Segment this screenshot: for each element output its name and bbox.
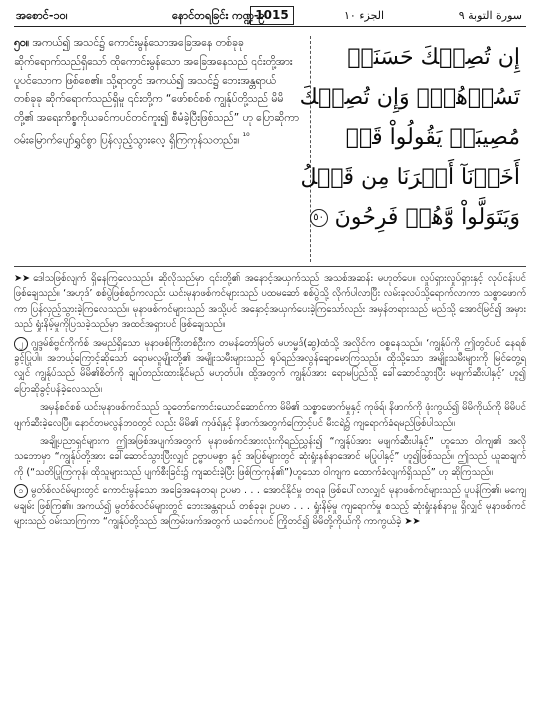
ayah-number-marker: ٥٠ [310, 209, 328, 227]
chapter-title: နောင်တရခြင်း ကဏ္ဍ-၉ [172, 9, 265, 22]
arabic-text-column [299, 38, 520, 238]
juz-label: الجزء ١٠ [344, 9, 385, 22]
arabic-line: إِن تُصِبۡكَ حَسَنَةٞ [347, 45, 520, 70]
section-divider [14, 266, 526, 267]
commentary-paragraph [14, 271, 526, 333]
commentary-paragraph [14, 336, 526, 398]
commentary-text: ဂျွဒ္ဒမ်စ်ဗ္ဗင်ကိုက်စ် အမည်ရှိသော မုနာဖစ်ကြီးတစ်ဦးက တမန်တော်မြတ် မဟမ္မဒ်(ဆွ)ထံသို့ အလိုင်က ဝစ္စနေသည်။ ‘ကျွန်ုပ်ကို ဤတွင်ပင် နေရစ်ခွင့်ပြုပါ။ အဘယ့်ကြောင့်ဆိုသော် ရောမလူမျိုးတို့၏ အမျိုးသမီးများသည် ရုပ်ရည်အလွန်ချောမောကြသည်။ ထိုသို့သော အမျိုးသမီးများကို မြင်တွေ့ရလျှင် ကျွန်ုပ်သည် မိမိ၏စိတ်ကို ချုပ်တည်းထားနိုင်မည် မဟုတ်ပါ။ ထို့အတွက် ကျွန်ုပ်အား ရောမပြည်သို့ ခေါ်ဆောင်သွားပြီး မဖျက်ဆီးပါနှင့်’ ဟူ၍ ပြောဆိုခွင့်ပန်ခဲ့လေသည်။ [14, 337, 526, 395]
translation-column [14, 34, 300, 150]
commentary-text: မွတ်စ်လင်မ်များတွင် ကောင်းမွန်သော အခြေအနေတရ၊ ဥပမာ . . . အောင်နိုင်မှု တရခု ဖြစ်ပေါ်လာလျှင် မုနာဖစ်ကင်များသည် ပူပန်ကြ၏၊ မကျေမချမ်း ဖြစ်ကြ၏။ အကယ်၍ မွတ်စ်လင်မ်များတွင် ဘေးအန္တရာယ် တစ်ခုခု၊ ဥပမာ . . . ရှုံးနိမ့်မှု ကျရောက်မှု စသည့် ဆုံးရှုံးနစ်နာမှု ရှိလျှင် မုနာဖစ်ကင်များသည် ဝမ်းသာကြကာ “ကျွန်ုပ်တို့သည် အကြမ်းဖက်အတွက် ယခင်ကပင် ကြိုတင်၍ မိမိတို့ကိုယ်ကို ကာကွယ်ခဲ့ [14, 485, 526, 528]
footnote-circle: ၁ [14, 484, 28, 498]
arabic-line: تَسُؤۡهُمۡۖ وَإِن تُصِبۡكَ [299, 85, 520, 110]
commentary-paragraph [14, 400, 526, 431]
verse-section [14, 34, 526, 266]
commentary-text: ဒေါသဖြစ်လျက် ရှိနေကြလေသည်။ ဆိုလိုသည်မှာ ၎င်းတို့၏ အနောင့်အယှက်သည် အသစ်အဆန်း မဟုတ်ပေ။ လှုပ်ရှားလှုပ်ရှားနှင့် လုပ်ငန်းပင် ဖြစ်ချေသည်။ ‘အဟုဒ်’ စစ်ပွဲဖြစ်စဉ်ကလည်း ယင်းမုနာဖစ်ကင်များသည် ပထမဆော် စစ်ပွဲသို့ လိုက်ပါလာပြီး လမ်းခုလပ်သို့ရောက်လာကာ သစ္စာဖောက်ကာ ပြန်လှည့်သွားခဲ့ကြလေသည်။ မုနာဖစ်ကင်များသည် အသို့ပင် အနှောင့်အယှက်ပေးခဲ့ကြသော်လည်း အမှန်တရားသည် မည်သို့ အောင်မြင်၍ အမှားသည် ရှုံးနိမ့်မှုကိုပြသခဲ့သည်မှာ အထင်အရှားပင် ဖြစ်ချေသည်။ [14, 273, 526, 331]
arabic-line: وَيَتَوَلَّواْ وَّهُمۡ فَرِحُونَ [334, 205, 520, 230]
commentary-text: အမှန်စင်စစ် ယင်းမုနာဖစ်ကင်သည် သူတော်ကောင်းယောင်ဆောင်ကာ မိမိ၏ သစ္စာဖောက်မှုနှင့် ကုဖ်ရ်၊ နိဖာက်ကို ဖုံးကွယ်၍ မိမိကိုယ်ကို မိမိပင် ဖျက်ဆီးခဲ့လေပြီ။ နောင်တမလွန်ဘဝတွင် လည်း မိမိ၏ ကုဖ်ရ်နှင့် နိဖာက်အတွက်ကြောင့်ပင် မီးငရဲ၌ ကျရောက်ခံရမည်ဖြစ်ပါသည်။ [14, 402, 526, 429]
translation-paragraph [14, 34, 300, 150]
page-number: 1015 [250, 6, 294, 25]
arabic-line: مُصِيبَةٞ يَقُولُواْ قَدۡ [345, 125, 520, 150]
volume-label: အစောင်-၁၀၊ [16, 9, 68, 22]
commentary-text: အချို့ပညာရှင်များက ဤအဖြစ်အပျက်အတွက် မုနာဖစ်ကင်အားလုံးကိုရည်ညွှန်း၍ “ကျွန်ုပ်အား မဖျက်ဆီးပါနှင့်” ဟူသော ဝါကျ၏ အလိုသဘောမှာ “ကျွန်ုပ်တို့အား ခေါ်ဆောင်သွားပြီးလျှင် ဥဗ္ဗာပမစွာ နှင့် အပြစ်များတွင် ဆုံးရှုံးနစ်နာအောင် မပြုပါနှင့်” ဟူ၍ဖြစ်သည်။ ဤသည် ယူဆချက်ကို (“သတိပြုကြကုန်၊ ထိုသူများသည် ပျက်စီးခြင်း၌ ကျဆင်းခဲ့ပြီး ဖြစ်ကြကုန်၏”)ဟူသော ဝါကျက ထောက်ခံလျက်ရှိသည်” ဟု ဆိုကြသည်။ [14, 436, 526, 478]
arabic-line-last [313, 198, 520, 238]
arabic-line: أَخَذۡنَآ أَمۡرَنَا مِن قَبۡلُ [300, 165, 520, 190]
page-header [14, 6, 526, 27]
footnote-circle: ၂ [14, 337, 28, 351]
arrow-marker: ➤➤ [14, 273, 31, 284]
commentary-paragraph [14, 434, 526, 480]
continue-arrow-marker: ➤➤ [404, 516, 421, 528]
commentary-paragraph [14, 483, 526, 529]
footnote-marker: ¹⁰ [242, 131, 250, 142]
commentary-section [14, 271, 526, 533]
translation-text: အကယ်၍ အသင်၌ ကောင်းမွန်သောအခြေအနေ တစ်ခုခု ဆိုက်ရောက်သည်ရှိသော် ထိုကောင်းမွန်သော အခြေအနေသည် ၎င်းတို့အား ပူပင်သောက ဖြစ်စေ၏။ သို့ရာတွင် အကယ်၍ အသင်၌ ဘေးအန္တရာယ် တစ်ခုခု ဆိုက်ရောက်သည်ရှိမူ ၎င်းတို့က “ဖော်စင်စစ် ကျွန်ုပ်တို့သည် မိမိတို့၏ အရေးကိစ္စကိုယခင်ကပင်တင်ကူး၍ စီမံခဲ့ပြီးဖြစ်သည်” ဟု ပြောဆိုကာ ဝမ်းမြောက်ပျော်ရွှင်စွာ ပြန်လှည့်သွားလေ့ ရှိကြကုန်သတည်း။ [14, 37, 299, 147]
surah-label: سورة التوبة ٩ [458, 9, 522, 22]
verse-number: ၅၀။ [14, 37, 29, 49]
